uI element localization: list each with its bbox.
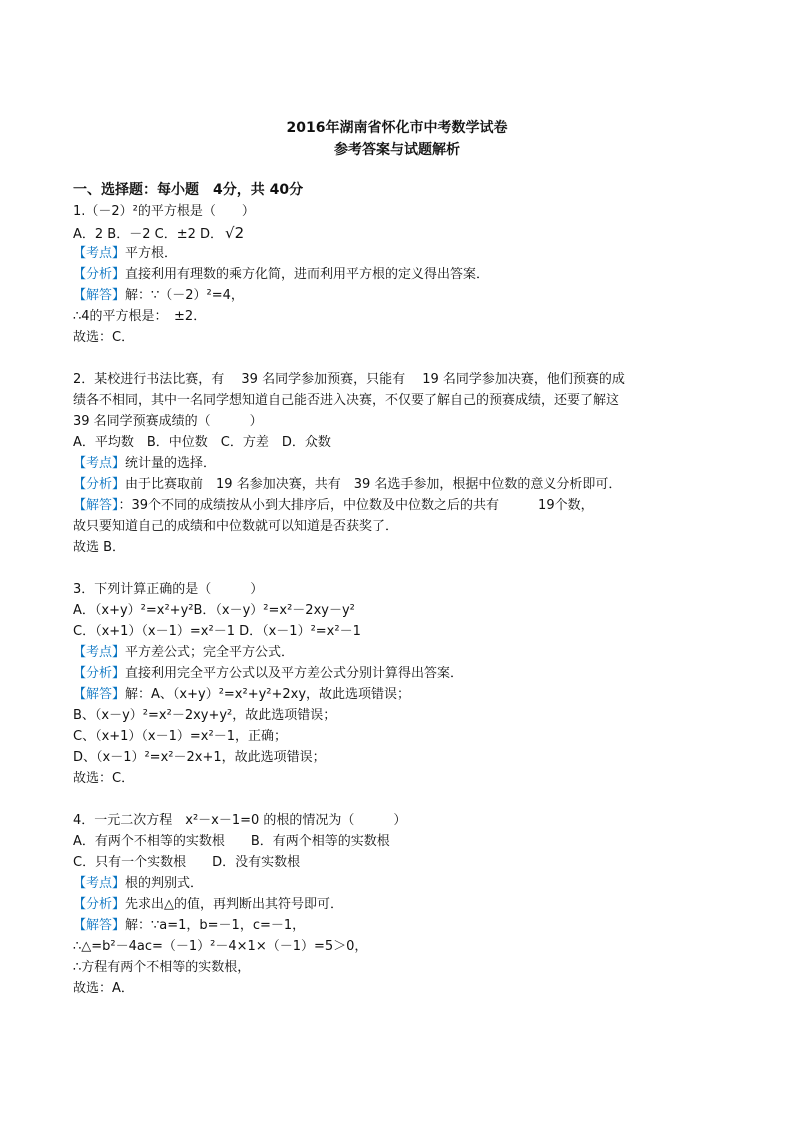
jieda-tag: 【解答】 bbox=[73, 918, 126, 933]
jieda-tag: 【解答】 bbox=[73, 687, 126, 702]
q3-jieda-text: 解：A、（x+y）²=x²+y²+2xy，故此选项错误； bbox=[125, 687, 411, 702]
jieda-tag: 【解答】 bbox=[73, 288, 126, 303]
q3-solution-c: C、（x+1）（x－1）=x²－1，正确； bbox=[73, 729, 287, 744]
q4-jieda bbox=[73, 916, 305, 936]
q3-kaodian-text: 平方差公式；完全平方公式． bbox=[125, 645, 295, 660]
fenxi-tag: 【分析】 bbox=[73, 477, 126, 492]
q3-fenxi bbox=[73, 664, 463, 684]
q4-options-line2: C．只有一个实数根 D．没有实数根 bbox=[73, 855, 301, 870]
q3-options-line2: C．（x+1）（x－1）=x²－1 D．（x－1）²=x²－1 bbox=[73, 624, 361, 639]
q2-stem-line1: 2．某校进行书法比赛，有 39 名同学参加预赛，只能有 19 名同学参加决赛，他们预赛的成 bbox=[73, 372, 625, 387]
q2-solution-line: 故只要知道自己的成绩和中位数就可以知道是否获奖了． bbox=[73, 519, 399, 534]
q2-kaodian-text: 统计量的选择． bbox=[125, 456, 217, 471]
q2-answer: 故选 B． bbox=[73, 540, 126, 555]
q1-solution-line: ∴4的平方根是： ±2． bbox=[73, 309, 207, 324]
q1-fenxi bbox=[73, 265, 489, 285]
q3-fenxi-text: 直接利用完全平方公式以及平方差公式分别计算得出答案． bbox=[125, 666, 464, 681]
q2-fenxi bbox=[73, 475, 621, 495]
q4-fenxi bbox=[73, 895, 343, 915]
q4-solution-line3: ∴方程有两个不相等的实数根， bbox=[73, 960, 251, 975]
q2-kaodian bbox=[73, 454, 216, 474]
q4-jieda-text: 解：∵a=1，b=－1，c=－1， bbox=[125, 918, 306, 933]
section-heading: 一、选择题：每小题 4分，共 40分 bbox=[73, 182, 304, 198]
q3-jieda bbox=[73, 685, 410, 705]
q1-answer: 故选：C． bbox=[73, 330, 135, 345]
jieda-tag: 【解答】 bbox=[73, 498, 119, 513]
fenxi-tag: 【分析】 bbox=[73, 666, 126, 681]
q3-solution-b: B、（x－y）²=x²－2xy+y²，故此选项错误； bbox=[73, 708, 337, 723]
fenxi-tag: 【分析】 bbox=[73, 897, 126, 912]
q4-answer: 故选：A． bbox=[73, 981, 134, 996]
q1-option-d-sqrt: √2 bbox=[225, 224, 245, 242]
q4-solution-line2: ∴△=b²－4ac=（－1）²－4×1×（－1）=5＞0， bbox=[73, 939, 368, 954]
q3-options-line1: A．（x+y）²=x²+y²B．（x－y）²=x²－2xy－y² bbox=[73, 603, 355, 618]
fenxi-tag: 【分析】 bbox=[73, 267, 126, 282]
kaodian-tag: 【考点】 bbox=[73, 246, 126, 261]
kaodian-tag: 【考点】 bbox=[73, 876, 126, 891]
q1-jieda bbox=[73, 286, 244, 306]
q2-jieda bbox=[73, 496, 594, 516]
q1-stem: 1.（－2）²的平方根是（ ） bbox=[73, 204, 255, 219]
kaodian-tag: 【考点】 bbox=[73, 645, 126, 660]
kaodian-tag: 【考点】 bbox=[73, 456, 126, 471]
q3-solution-d: D、（x－1）²=x²－2x+1，故此选项错误； bbox=[73, 750, 326, 765]
q3-kaodian bbox=[73, 643, 294, 663]
page-title: 2016年湖南省怀化市中考数学试卷 bbox=[286, 120, 508, 136]
page-subtitle: 参考答案与试题解析 bbox=[334, 142, 460, 158]
q2-fenxi-text: 由于比赛取前 19 名参加决赛，共有 39 名选手参加，根据中位数的意义分析即可． bbox=[125, 477, 622, 492]
q3-stem: 3．下列计算正确的是（ ） bbox=[73, 582, 264, 597]
q1-kaodian bbox=[73, 244, 177, 264]
q4-options-line1: A．有两个不相等的实数根 B．有两个相等的实数根 bbox=[73, 834, 390, 849]
q1-options bbox=[73, 223, 244, 245]
q4-stem: 4．一元二次方程 x²－x－1=0 的根的情况为（ ） bbox=[73, 813, 407, 828]
q4-kaodian bbox=[73, 874, 203, 894]
q2-jieda-text: ：39个不同的成绩按从小到大排序后，中位数及中位数之后的共有 19个数， bbox=[118, 498, 594, 513]
q3-answer: 故选：C． bbox=[73, 771, 135, 786]
q2-options: A．平均数 B．中位数 C．方差 D．众数 bbox=[73, 435, 331, 450]
q1-kaodian-text: 平方根． bbox=[125, 246, 178, 261]
q2-stem-line3: 39 名同学预赛成绩的（ ） bbox=[73, 414, 263, 429]
q4-fenxi-text: 先求出△的值，再判断出其符号即可． bbox=[125, 897, 344, 912]
q2-stem-line2: 绩各不相同，其中一名同学想知道自己能否进入决赛，不仅要了解自己的预赛成绩，还要了解这 bbox=[73, 393, 620, 408]
q1-options-text: A．2 B．－2 C．±2 D． bbox=[73, 227, 224, 242]
q1-jieda-text: 解：∵（－2）²=4， bbox=[125, 288, 244, 303]
q1-fenxi-text: 直接利用有理数的乘方化简，进而利用平方根的定义得出答案． bbox=[125, 267, 490, 282]
q4-kaodian-text: 根的判别式． bbox=[125, 876, 204, 891]
